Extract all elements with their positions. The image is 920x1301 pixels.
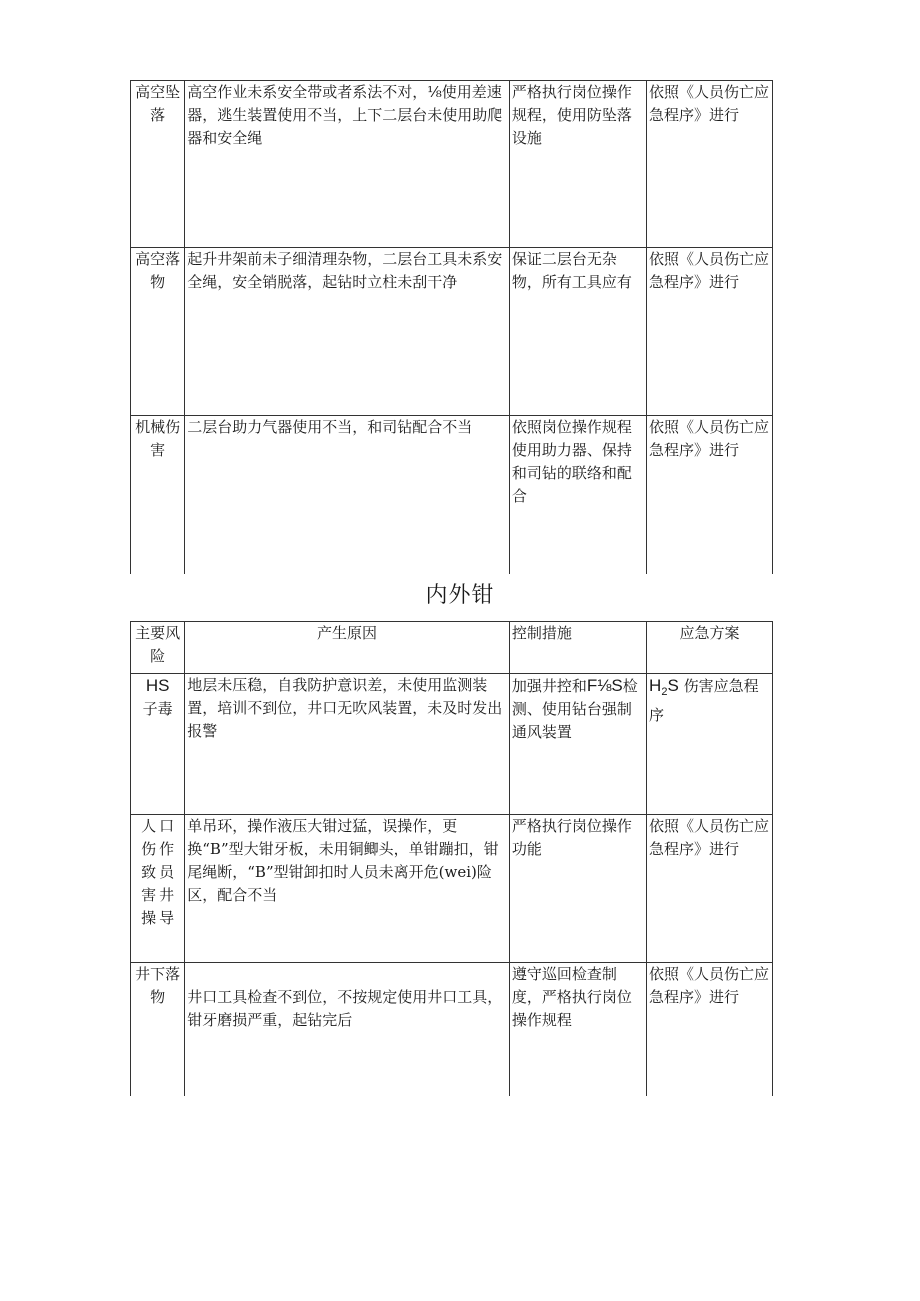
- cause-cell: 单吊环，操作液压大钳过猛，误操作，更换“B”型大钳牙板，未用铜鲫头，单钳蹦扣，钳尾绳断，“B”型钳卸扣时人员未离开危(wei)险区，配合不当: [185, 815, 510, 963]
- control-cell: 严格执行岗位操作规程，使用防坠落设施: [509, 81, 646, 248]
- table-row: [131, 416, 773, 574]
- header-plan: 应急方案: [647, 622, 773, 674]
- risk-table-upper: [130, 80, 773, 574]
- risk-part: 子毒: [142, 700, 173, 718]
- control-part: 加强井控和: [511, 677, 587, 695]
- control-part: F⅛S: [586, 676, 623, 695]
- table-header-row: [131, 622, 773, 674]
- plan-part: H: [649, 676, 662, 695]
- header-control: 控制措施: [509, 622, 646, 674]
- risk-table-tongs: [130, 621, 773, 1096]
- control-cell: 严格执行岗位操作功能: [509, 815, 646, 963]
- plan-cell: [647, 674, 773, 815]
- risk-cell: 机械伤害: [131, 416, 185, 574]
- header-cause: 产生原因: [185, 622, 510, 674]
- control-cell: 遵守巡回检查制度，严格执行岗位操作规程: [509, 963, 646, 1096]
- control-cell: [509, 674, 646, 815]
- risk-cell: 高空落物: [131, 248, 185, 416]
- table-row: [131, 815, 773, 963]
- plan-part: 伤害应急程序: [649, 677, 759, 724]
- table-row: [131, 674, 773, 815]
- risk-col: [140, 815, 158, 930]
- risk-cell: [131, 674, 185, 815]
- cause-cell: 二层台助力气器使用不当，和司钻配合不当: [185, 416, 510, 574]
- control-part: 检测、使用钻台强制通风装置: [511, 677, 638, 741]
- risk-cell: 井下落物: [131, 963, 185, 1096]
- table-row: [131, 81, 773, 248]
- risk-col: [158, 815, 176, 930]
- plan-part: S: [667, 676, 679, 695]
- cause-cell: 起升井架前未子细清理杂物，二层台工具未系安全绳，安全销脱落，起钻时立柱未刮干净: [185, 248, 510, 416]
- risk-part: HS: [145, 676, 170, 695]
- cause-cell: 高空作业未系安全带或者系法不对，⅛使用差速器，逃生装置使用不当，上下二层台未使用助爬器和安全绳: [185, 81, 510, 248]
- control-cell: 保证二层台无杂物，所有工具应有: [509, 248, 646, 416]
- cause-cell: [185, 963, 510, 1096]
- control-cell: 依照岗位操作规程使用助力器、保持和司钻的联络和配合: [509, 416, 646, 574]
- plan-cell: 依照《人员伤亡应急程序》进行: [647, 81, 773, 248]
- cause-text: 井口工具检查不到位，不按规定使用井口工具，钳牙磨损严重，起钻完后: [187, 988, 503, 1029]
- header-risk: 主要风险: [131, 622, 185, 674]
- table-row: [131, 248, 773, 416]
- plan-cell: 依照《人员伤亡应急程序》进行: [647, 248, 773, 416]
- cause-cell: 地层未压稳，自我防护意识差，未使用监测装置，培训不到位，井口无吹风装置，未及时发出报警: [185, 674, 510, 815]
- risk-cell: 高空坠落: [131, 81, 185, 248]
- risk-vertical-text: 人 伤 致 害 操: [141, 817, 157, 927]
- plan-cell: 依照《人员伤亡应急程序》进行: [647, 963, 773, 1096]
- risk-vertical-text: 口 作 员 井 导: [159, 817, 175, 927]
- plan-cell: 依照《人员伤亡应急程序》进行: [647, 815, 773, 963]
- plan-cell: 依照《人员伤亡应急程序》进行: [647, 416, 773, 574]
- section-title: 内外钳: [425, 583, 495, 608]
- table-row: [131, 963, 773, 1096]
- plan-part: 2: [661, 686, 668, 698]
- risk-cell: [131, 815, 185, 963]
